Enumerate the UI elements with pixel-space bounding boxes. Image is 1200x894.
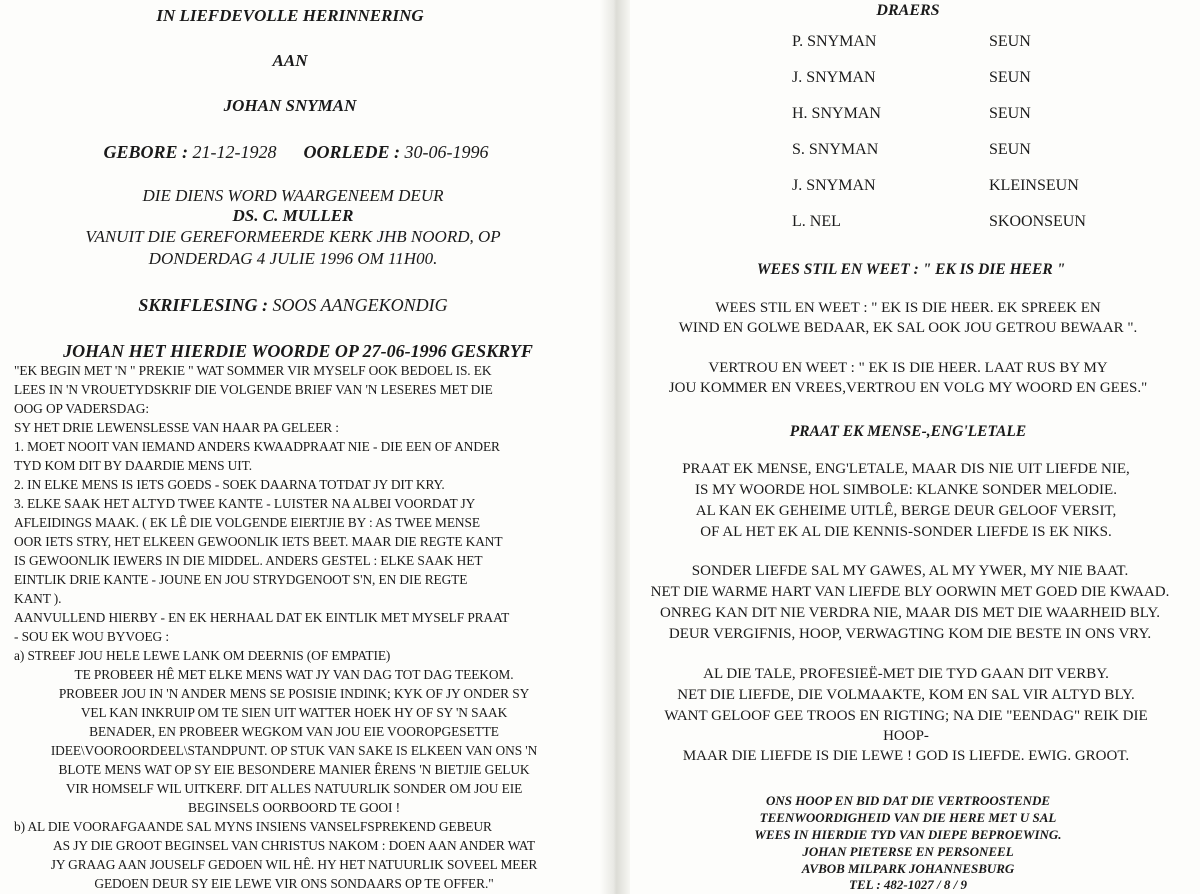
letter-line: BLOTE MENS WAT OP SY EIE BESONDERE MANIER ÊRENS 'N BIETJIE GELUK <box>58 762 530 777</box>
closing-line: TEL : 482-1027 / 8 / 9 <box>849 877 967 892</box>
poem1-line: WIND EN GOLWE BEDAAR, EK SAL OOK JOU GETROU BEWAAR ". <box>678 320 1138 336</box>
letter-line: AFLEIDINGS MAAK. ( EK LÊ DIE VOLGENDE EIERTJIE BY : AS TWEE MENSE <box>14 515 480 530</box>
died-date: 30-06-1996 <box>404 142 489 162</box>
bearer-name: L. NEL <box>792 213 841 230</box>
closing-line: WEES IN HIERDIE TYD VAN DIEPE BEPROEWING. <box>754 827 1062 842</box>
letter-line: BENADER, EN PROBEER WEGKOM VAN JOU EIE VOOROPGESETTE <box>89 724 499 739</box>
poem1-line: VERTROU EN WEET : " EK IS DIE HEER. LAAT RUS BY MY <box>708 360 1108 376</box>
letter-line: VEL KAN INKRUIP OM TE SIEN UIT WATTER HOEK HY OF SY 'N SAAK <box>80 705 508 720</box>
born-date: 21-12-1928 <box>192 142 277 162</box>
letter-line: VIR HOMSELF WIL UITKERF. DIT ALLES NATUURLIK SONDER OM JOU EIE <box>65 781 523 796</box>
letter-line: "EK BEGIN MET 'N " PREKIE " WAT SOMMER VIR MYSELF OOK BEDOEL IS. EK <box>14 363 492 378</box>
poem1-line: WEES STIL EN WEET : " EK IS DIE HEER. EK SPREEK EN <box>715 300 1101 316</box>
letter-line: 1. MOET NOOIT VAN IEMAND ANDERS KWAADPRAAT NIE - DIE EEN OF ANDER <box>14 439 500 454</box>
bearer-name: P. SNYMAN <box>792 33 877 50</box>
reading-value: SOOS AANGEKONDIG <box>272 295 448 315</box>
poem2-line: NET DIE WARME HART VAN LIEFDE BLY OORWIN MET GOED DIE KWAAD. <box>650 584 1170 600</box>
closing-line: ONS HOOP EN BID DAT DIE VERTROOSTENDE <box>765 793 1051 808</box>
bearer-row <box>792 213 1149 249</box>
bearer-relation: SEUN <box>989 69 1031 86</box>
poem1-line: JOU KOMMER EN VREES,VERTROU EN VOLG MY WOORD EN GEES." <box>668 380 1148 396</box>
poem2-line: DEUR VERGIFNIS, HOOP, VERWAGTING KOM DIE BESTE IN ONS VRY. <box>668 626 1152 642</box>
dates-line <box>0 142 600 163</box>
deceased-name: JOHAN SNYMAN <box>223 96 357 115</box>
closing-line: TEENWOORDIGHEID VAN DIE HERE MET U SAL <box>759 810 1057 825</box>
letter-line: LEES IN 'N VROUETYDSKRIF DIE VOLGENDE BRIEF VAN 'N LESERES MET DIE <box>14 382 493 397</box>
reading-label: SKRIFLESING : <box>138 295 268 315</box>
memorial-heading: IN LIEFDEVOLLE HERINNERING <box>156 6 424 25</box>
poem2-line: AL DIE TALE, PROFESIEË-MET DIE TYD GAAN DIT VERBY. <box>703 666 1109 682</box>
poem2-line: AL KAN EK GEHEIME UITLÊ, BERGE DEUR GELOOF VERSIT, <box>695 503 1117 519</box>
letter-line: a) STREEF JOU HELE LEWE LANK OM DEERNIS (OF EMPATIE) <box>14 648 391 663</box>
letter-title: JOHAN HET HIERDIE WOORDE OP 27-06-1996 GESKRYF <box>63 341 533 361</box>
bearer-row <box>792 33 1149 69</box>
poem2-line: PRAAT EK MENSE, ENG'LETALE, MAAR DIS NIE UIT LIEFDE NIE, <box>682 461 1130 477</box>
bearer-row <box>792 177 1149 213</box>
bearer-relation: SKOONSEUN <box>989 213 1086 230</box>
letter-line: b) AL DIE VOORAFGAANDE SAL MYNS INSIENS VANSELFSPREKEND GEBEUR <box>14 819 492 834</box>
bearer-relation: KLEINSEUN <box>989 177 1079 194</box>
bearer-relation: SEUN <box>989 33 1031 50</box>
letter-line: PROBEER JOU IN 'N ANDER MENS SE POSISIE INDINK; KYK OF JY ONDER SY <box>58 686 530 701</box>
poem2-line: WANT GELOOF GEE TROOS EN RIGTING; NA DIE "EENDAG" REIK DIE <box>664 708 1148 724</box>
poem2-line: SONDER LIEFDE SAL MY GAWES, AL MY YWER, MY NIE BAAT. <box>691 563 1129 579</box>
service-line-1: DIE DIENS WORD WAARGENEEM DEUR <box>142 186 444 205</box>
bearer-name: J. SNYMAN <box>792 177 876 194</box>
letter-line: TYD KOM DIT BY DAARDIE MENS UIT. <box>14 458 252 473</box>
right-page <box>630 0 1200 894</box>
bearers-title: DRAERS <box>876 2 940 19</box>
poem2-line: ONREG KAN DIT NIE VERDRA NIE, MAAR DIS MET DIE WAARHEID BLY. <box>659 605 1161 621</box>
bearer-name: H. SNYMAN <box>792 105 881 122</box>
poem2-title: PRAAT EK MENSE-,ENG'LETALE <box>789 423 1027 440</box>
letter-line: AANVULLEND HIERBY - EN EK HERHAAL DAT EK EINTLIK MET MYSELF PRAAT <box>14 610 510 625</box>
reading-line <box>0 295 600 316</box>
bearer-row <box>792 105 1149 141</box>
died-label: OORLEDE : <box>303 142 401 162</box>
aan-label: AAN <box>272 51 308 70</box>
poem1-title: WEES STIL EN WEET : " EK IS DIE HEER " <box>756 261 1066 278</box>
letter-line: IS GEWOONLIK IEWERS IN DIE MIDDEL. ANDERS GESTEL : ELKE SAAK HET <box>14 553 483 568</box>
poem2-line: NET DIE LIEFDE, DIE VOLMAAKTE, KOM EN SAL VIR ALTYD BLY. <box>677 687 1135 703</box>
letter-line: AS JY DIE GROOT BEGINSEL VAN CHRISTUS NAKOM : DOEN AAN ANDER WAT <box>53 838 535 853</box>
bearer-name: S. SNYMAN <box>792 141 879 158</box>
poem2-line: IS MY WOORDE HOL SIMBOLE: KLANKE SONDER MELODIE. <box>695 482 1117 498</box>
letter-line: EINTLIK DRIE KANTE - JOUNE EN JOU STRYDGENOOT S'N, EN DIE REGTE <box>14 572 468 587</box>
bearer-name: J. SNYMAN <box>792 69 876 86</box>
poem2-line: OF AL HET EK AL DIE KENNIS-SONDER LIEFDE IS EK NIKS. <box>700 524 1112 540</box>
letter-body <box>14 361 574 893</box>
letter-line: 2. IN ELKE MENS IS IETS GOEDS - SOEK DAARNA TOTDAT JY DIT KRY. <box>14 477 445 492</box>
letter-line: 3. ELKE SAAK HET ALTYD TWEE KANTE - LUISTER NA ALBEI VOORDAT JY <box>14 496 476 511</box>
letter-line: SY HET DRIE LEWENSLESSE VAN HAAR PA GELEER : <box>14 420 339 435</box>
letter-line: GEDOEN DEUR SY EIE LEWE VIR ONS SONDAARS OP TE OFFER." <box>94 876 494 891</box>
service-line-2: VANUIT DIE GEREFORMEERDE KERK JHB NOORD, OP <box>85 227 501 246</box>
letter-line: TE PROBEER HÊ MET ELKE MENS WAT JY VAN DAG TOT DAG TEEKOM. <box>74 667 514 682</box>
service-line-3: DONDERDAG 4 JULIE 1996 OM 11H00. <box>148 249 438 268</box>
letter-line: OOG OP VADERSDAG: <box>14 401 149 416</box>
bearer-row <box>792 141 1149 177</box>
letter-line: - SOU EK WOU BYVOEG : <box>14 629 169 644</box>
poem2-line: HOOP- <box>883 728 929 744</box>
letter-line: IDEE\VOOROORDEEL\STANDPUNT. OP STUK VAN SAKE IS ELKEEN VAN ONS 'N <box>50 743 538 758</box>
closing-line: JOHAN PIETERSE EN PERSONEEL <box>802 844 1014 859</box>
letter-line: BEGINSELS OORBOORD TE GOOI ! <box>188 800 400 815</box>
bearer-row <box>792 69 1149 105</box>
bearer-relation: SEUN <box>989 141 1031 158</box>
letter-line: KANT ). <box>14 591 62 606</box>
bearers-table <box>792 33 1149 249</box>
poem2-line: MAAR DIE LIEFDE IS DIE LEWE ! GOD IS LIEFDE. EWIG. GROOT. <box>682 748 1130 764</box>
born-label: GEBORE : <box>103 142 188 162</box>
letter-line: JY GRAAG AAN JOUSELF GEDOEN WIL HÊ. HY HET NATUURLIK SOVEEL MEER <box>50 857 538 872</box>
bearer-relation: SEUN <box>989 105 1031 122</box>
closing-line: AVBOB MILPARK JOHANNESBURG <box>801 861 1015 876</box>
letter-line: OOR IETS STRY, HET ELKEEN GEWOONLIK IETS BEET. MAAR DIE REGTE KANT <box>14 534 503 549</box>
minister-name: DS. C. MULLER <box>232 206 354 225</box>
